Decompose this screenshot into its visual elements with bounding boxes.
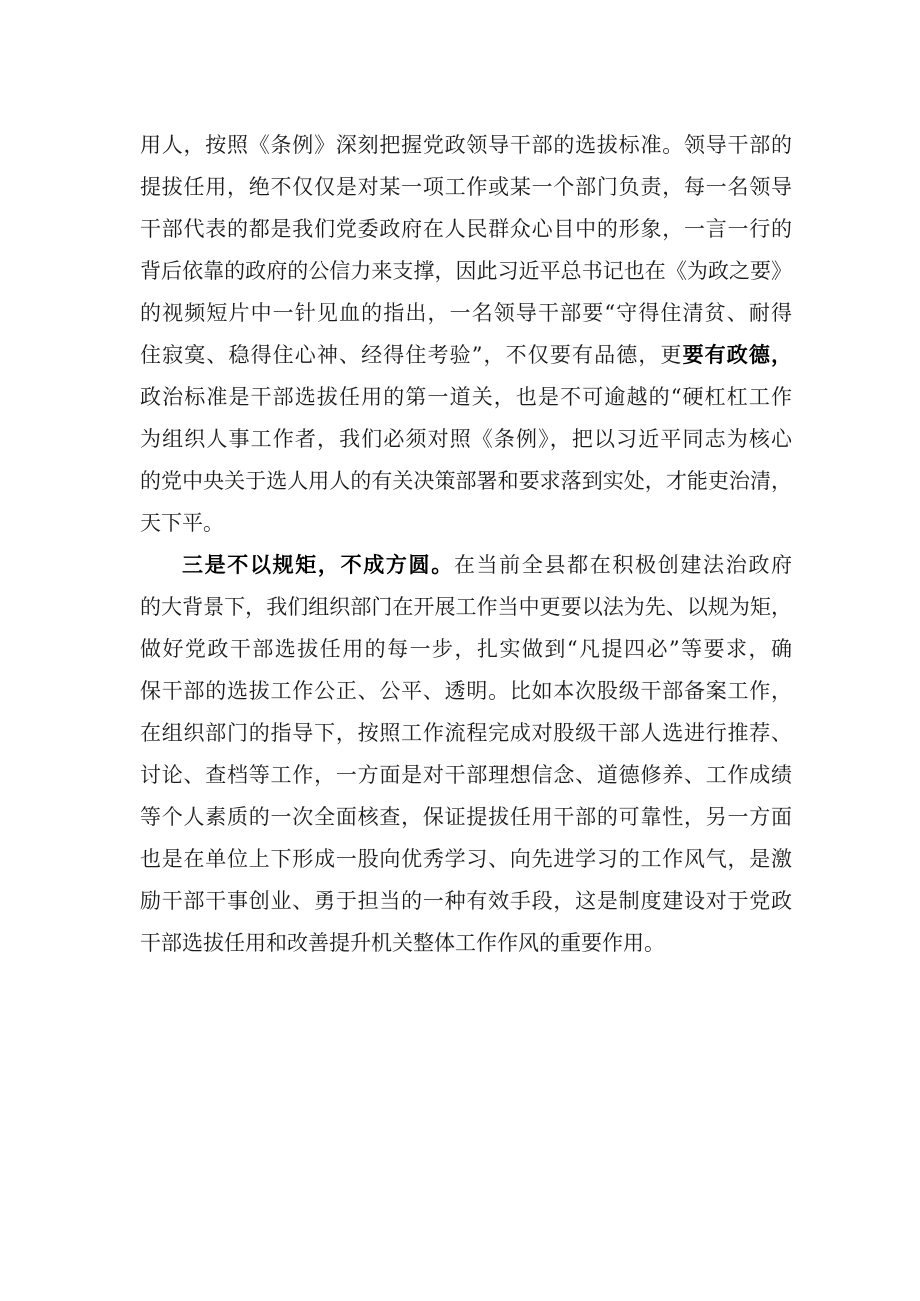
paragraph-1-line-3: 干部代表的都是我们党委政府在人民群众心目中的形象，一言一行的 [140, 217, 792, 241]
paragraph-2-line-9: 励干部干事创业、勇于担当的一种有效手段，这是制度建设对于党政 [140, 889, 792, 913]
emphasis-political-virtue: 要有政德， [682, 342, 792, 367]
paragraph-2-line-8: 也是在单位上下形成一股向优秀学习、向先进学习的工作风气，是激 [140, 847, 792, 871]
paragraph-2-line-1 [140, 544, 792, 586]
paragraph-2-line-7: 等个人素质的一次全面核查，保证提拔任用干部的可靠性，另一方面 [140, 805, 792, 829]
paragraph-2-line-10: 干部选拔任用和改善提升机关整体工作作风的重要作用。 [140, 931, 665, 955]
paragraph-1-line-10: 天下平。 [140, 511, 224, 535]
paragraph-2-line-5: 在组织部门的指导下，按照工作流程完成对股级干部人选进行推荐、 [140, 721, 792, 745]
paragraph-1-line-1: 用人，按照《条例》深刻把握党政领导干部的选拔标准。领导干部的 [140, 133, 792, 157]
paragraph-1-line-8: 为组织人事工作者，我们必须对照《条例》，把以习近平同志为核心 [140, 427, 792, 451]
paragraph-1-line-4: 背后依靠的政府的公信力来支撑，因此习近平总书记也在《为政之要》 [140, 259, 792, 283]
paragraph-2-line-6: 讨论、查档等工作，一方面是对干部理想信念、道德修养、工作成绩 [140, 763, 792, 787]
paragraph-2-line-4: 保干部的选拔工作公正、公平、透明。比如本次股级干部备案工作， [140, 679, 792, 703]
paragraph-1-line-9: 的党中央关于选人用人的有关决策部署和要求落到实处，才能吏治清， [140, 469, 792, 493]
paragraph-1-line-5: 的视频短片中一针见血的指出，一名领导干部要“守得住清贫、耐得 [140, 301, 792, 325]
paragraph-2-line-3: 做好党政干部选拔任用的每一步，扎实做到“凡提四必”等要求，确 [140, 637, 792, 661]
section-heading-three: 三是不以规矩，不成方圆。 [182, 552, 454, 577]
document-body [140, 124, 792, 964]
paragraph-1-line-6 [140, 334, 792, 376]
paragraph-2-line-1-text: 在当前全县都在积极创建法治政府 [453, 553, 792, 577]
paragraph-1-line-2: 提拔任用，绝不仅仅是对某一项工作或某一个部门负责，每一名领导 [140, 175, 792, 199]
paragraph-2-line-2: 的大背景下，我们组织部门在开展工作当中更要以法为先、以规为矩， [140, 595, 792, 619]
paragraph-1-line-6-text: 住寂寞、稳得住心神、经得住考验”，不仅要有品德，更 [140, 343, 683, 367]
paragraph-1-line-7: 政治标准是干部选拔任用的第一道关，也是不可逾越的“硬杠杠工作 [140, 385, 792, 409]
